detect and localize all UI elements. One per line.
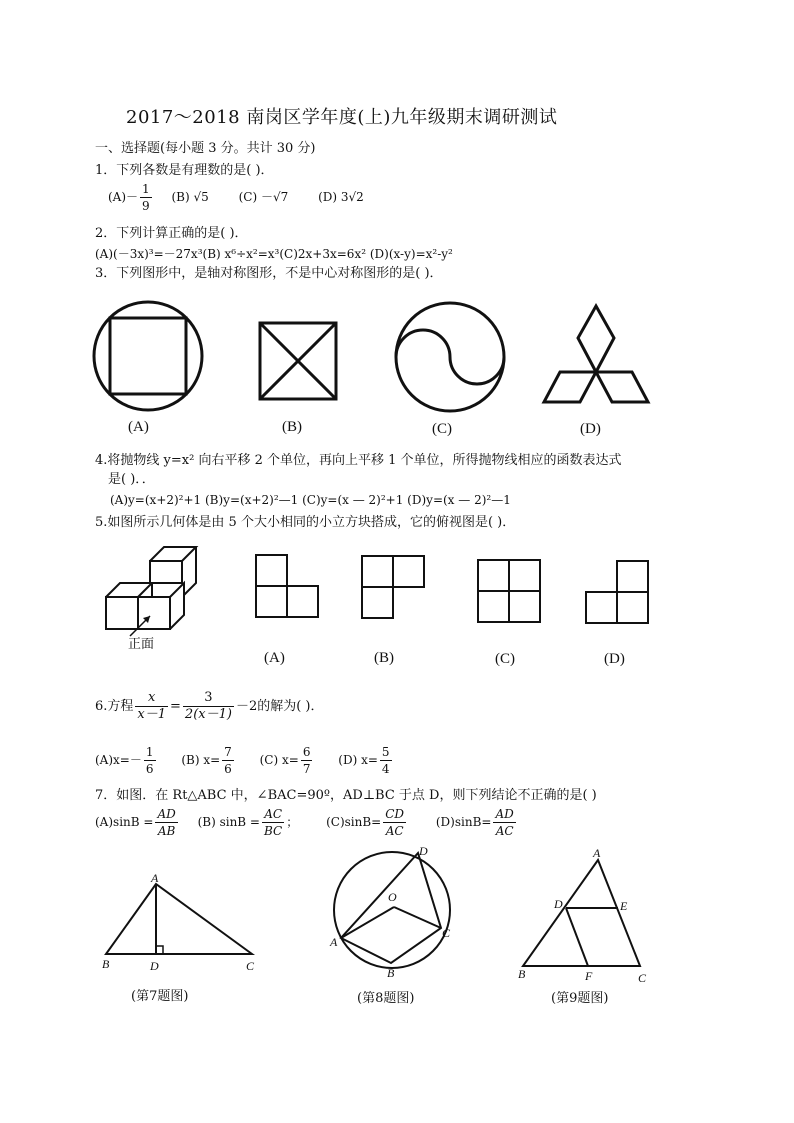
q7-option-c: (C)sinB=: [326, 815, 382, 829]
q2-stem: 2．下列计算正确的是( )．: [95, 226, 248, 241]
fig9-label-e: E: [620, 899, 628, 913]
q6-d-num: 5: [381, 745, 390, 759]
fig7-label-a: A: [151, 871, 159, 885]
fig7-caption: (第7题图): [131, 989, 189, 1004]
section-heading: 一、选择题(每小题 3 分。共计 30 分): [95, 141, 316, 156]
q6-suffix: －2的解为( )．: [235, 699, 324, 714]
q7-option-a: (A)sinB =: [95, 815, 154, 829]
q1-option-c: (C) －√7: [238, 190, 289, 204]
fig9-label-f: F: [585, 969, 593, 983]
q3-stem: 3．下列图形中，是轴对称图形，不是中心对称图形的是( )．: [95, 266, 443, 281]
q7-b-semicolon: ；: [286, 815, 299, 829]
q6-d-den: 4: [381, 762, 390, 776]
q6-right-den: 2(x－1): [184, 707, 232, 722]
q7-b-num: AC: [262, 806, 284, 823]
q7-c-den: AC: [385, 824, 404, 838]
q7-c-num: CD: [385, 807, 405, 821]
fig9-label-d: D: [554, 897, 563, 911]
q6-right-num: 3: [183, 690, 234, 707]
q6-option-b: (B) x=: [181, 753, 221, 767]
q6-a-den: 6: [145, 762, 154, 776]
q6-prefix: 6.方程: [95, 699, 134, 714]
q7-b-den: BC: [264, 824, 283, 838]
q7-d-num: AD: [495, 807, 514, 821]
q5-label-c: (C): [495, 651, 515, 667]
q6-left-den: x－1: [137, 707, 167, 722]
q7-stem: 7．如图．在 Rt△ABC 中，∠BAC=90º，AD⊥BC 于点 D，则下列结论不正确的是( ): [95, 788, 597, 803]
q7-option-d: (D)sinB=: [435, 815, 492, 829]
q6-option-c: (C) x=: [259, 753, 299, 767]
q1-a-num: 1: [142, 182, 150, 196]
q4-stem-continued: 是( )．．: [108, 472, 155, 487]
fig7-triangle: [106, 884, 252, 954]
q6-b-den: 6: [224, 762, 232, 776]
q5-stem: 5.如图所示几何体是由 5 个大小相同的小立方块搭成，它的俯视图是( )．: [95, 515, 516, 530]
q5-label-a: (A): [264, 650, 285, 666]
fig7-label-b: B: [102, 957, 110, 971]
fig9-caption: (第9题图): [551, 991, 609, 1006]
q3-label-b: (B): [282, 419, 302, 435]
q5-label-b: (B): [374, 650, 394, 666]
q4-stem: 4.将抛物线 y=x² 向右平移 2 个单位，再向上平移 1 个单位，所得抛物线相应的函数表达式: [95, 453, 622, 468]
q5-label-d: (D): [604, 651, 625, 667]
q3-label-a: (A): [128, 419, 149, 435]
fig8-caption: (第8题图): [357, 991, 415, 1006]
fig8-label-d: D: [419, 844, 428, 858]
fig7-label-c: C: [246, 959, 255, 973]
q1-option-d: (D) 3√2: [318, 190, 364, 204]
q6-b-num: 7: [224, 745, 232, 759]
fig8-circle-figure: [334, 852, 450, 968]
fig9-label-b: B: [518, 967, 526, 981]
q7-a-num: AD: [157, 807, 176, 821]
q6-equals: =: [170, 699, 181, 714]
fig7-label-d: D: [150, 959, 159, 973]
q6-left-num: x: [135, 690, 168, 707]
q6-c-num: 6: [302, 745, 311, 759]
q4-options: (A)y=(x+2)²+1 (B)y=(x+2)²—1 (C)y=(x — 2)²+1 (D)y=(x — 2)²—1: [110, 493, 511, 507]
q1-a-den: 9: [142, 199, 150, 213]
q2-options: (A)(－3x)³=－27x³(B) x⁶÷x²=x³(C)2x+3x=6x² (D)(x-y)=x²-y²: [95, 247, 453, 261]
q1-option-b: (B) √5: [171, 190, 209, 204]
q7-d-den: AC: [495, 824, 514, 838]
q1-option-a: (A)－: [108, 190, 139, 204]
fig8-label-o: O: [388, 890, 397, 904]
fig9-label-c: C: [638, 971, 647, 985]
page-title: 2017～2018 南岗区学年度(上)九年级期末调研测试: [126, 107, 558, 128]
q7-option-b: (B) sinB =: [197, 815, 260, 829]
fig8-label-a: A: [330, 935, 338, 949]
fig8-label-c: C: [442, 926, 451, 940]
q6-option-a: (A)x=－: [95, 753, 142, 767]
q6-a-num: 1: [145, 745, 154, 759]
q7-a-den: AB: [157, 824, 176, 838]
fig9-triangle: [523, 860, 640, 966]
q6-option-d: (D) x=: [338, 753, 378, 767]
q3-label-c: (C): [432, 421, 452, 437]
fig8-label-b: B: [387, 966, 395, 980]
q3-label-d: (D): [580, 421, 601, 437]
q6-c-den: 7: [302, 762, 311, 776]
q5-front-label: 正面: [128, 637, 155, 652]
q1-stem: 1．下列各数是有理数的是( )．: [95, 163, 274, 178]
fig9-label-a: A: [593, 846, 601, 860]
